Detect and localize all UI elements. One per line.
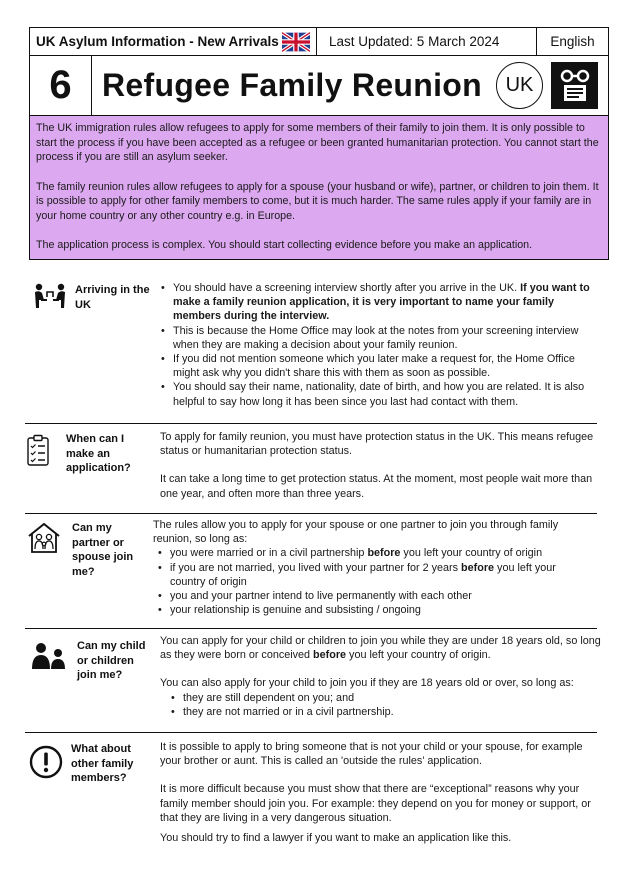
divider <box>25 423 597 424</box>
arriving-bullet-1: • You should have a screening interview shortly after you arrive in the UK. If you want to make a family reunion application, it is very important to name your family members during the interview. <box>156 281 601 324</box>
child-paragraph-2: You can also apply for your child to join you if they are 18 years old or over, so long as: <box>160 677 574 690</box>
divider <box>25 513 597 514</box>
arriving-bullet-4: • You should say their name, nationality, date of birth, and how you are related. It is also helpful to say how long it has been since you last had contact with them. <box>156 380 601 408</box>
divider <box>25 732 597 733</box>
parent-child-icon <box>31 642 67 670</box>
other-paragraph-3: You should try to find a lawyer if you want to make an application like this. <box>160 832 512 845</box>
child-bullet-1: • they are still dependent on you; and <box>166 691 603 705</box>
arriving-bullet-3: • If you did not mention someone which you later make a request for, the Home Office might ask why you didn't share this with them as soon as possible. <box>156 352 601 380</box>
country-badge: UK <box>496 62 543 109</box>
spouse-body <box>153 518 593 617</box>
checklist-icon <box>27 434 49 466</box>
other-paragraph-1: It is possible to apply to bring someone that is not your child or your spouse, for example your brother or aunt. This is called an 'outside the rules' application. <box>160 741 583 768</box>
spouse-bullet-2: • if you are not married, you lived with your partner for 2 years before you left your country of origin <box>153 561 593 589</box>
when-paragraph-2: It can take a long time to get protection status. At the moment, most people wait more than one year, and often more than three years. <box>160 473 593 500</box>
child-label: Can my child or children join me? <box>77 640 146 681</box>
family-house-icon <box>27 522 61 554</box>
exclamation-circle-icon <box>29 745 63 779</box>
uk-flag-icon <box>282 32 310 52</box>
site-title: UK Asylum Information - New Arrivals <box>36 34 279 49</box>
site-title-cell <box>30 28 317 55</box>
spouse-bullet-3: • you and your partner intend to live permanently with each other <box>153 589 593 603</box>
page-title: Refugee Family Reunion <box>102 67 482 103</box>
intro-box <box>30 116 608 259</box>
spouse-label: Can my partner or spouse join me? <box>72 522 134 578</box>
other-body <box>160 740 595 845</box>
easy-read-icon <box>551 62 598 109</box>
language-selector[interactable]: English <box>550 34 595 49</box>
spouse-bullet-1: • you were married or in a civil partnership before you left your country of origin <box>153 546 593 560</box>
other-paragraph-2: It is more difficult because you must show that there are “exceptional” reasons why your family member should join you. For example: they depend on you for money or support, or that they are living in a very dangerous situation. <box>160 783 591 824</box>
when-label: When can I make an application? <box>66 433 131 474</box>
people-talking-icon <box>33 283 67 309</box>
other-label: What about other family members? <box>71 743 134 784</box>
when-body <box>160 430 600 501</box>
spouse-intro: The rules allow you to apply for your spouse or one partner to join you through family reunion, so long as: <box>153 519 559 546</box>
arriving-body <box>156 281 601 409</box>
child-paragraph-1: You can apply for your child or children to join you while they are under 18 years old, so long as they were born or conceived before you left your country of origin. <box>160 635 601 662</box>
divider <box>25 628 597 629</box>
arriving-bullet-2: • This is because the Home Office may look at the notes from your screening interview when they are making a decision about your family reunion. <box>156 324 601 352</box>
section-number: 6 <box>30 56 92 115</box>
arriving-label: Arriving in the UK <box>75 284 150 311</box>
title-bar <box>30 56 608 116</box>
spouse-bullet-4: • your relationship is genuine and subsisting / ongoing <box>153 603 593 617</box>
header-frame <box>29 27 609 260</box>
last-updated: Last Updated: 5 March 2024 <box>317 28 537 55</box>
top-bar <box>30 28 608 56</box>
when-paragraph-1: To apply for family reunion, you must have protection status in the UK. This means refugee status or humanitarian protection status. <box>160 431 594 458</box>
intro-paragraph-1: The UK immigration rules allow refugees to apply for some members of their family to join them. It is only possible to start the process if you have been accepted as a refugee or been granted humanitarian protection. You cannot start the process if you are still an asylum seeker. <box>36 122 599 163</box>
child-bullet-2: • they are not married or in a civil partnership. <box>166 705 603 719</box>
intro-paragraph-3: The application process is complex. You should start collecting evidence before you make an application. <box>36 239 533 251</box>
child-body <box>160 634 603 719</box>
intro-paragraph-2: The family reunion rules allow refugees to apply for a spouse (your husband or wife), partner, or children to join them. It is possible to apply for other family members to come, but it is much harder. The same rules apply if your family are in your home country or any other country e.g. in Europe. <box>36 180 599 222</box>
